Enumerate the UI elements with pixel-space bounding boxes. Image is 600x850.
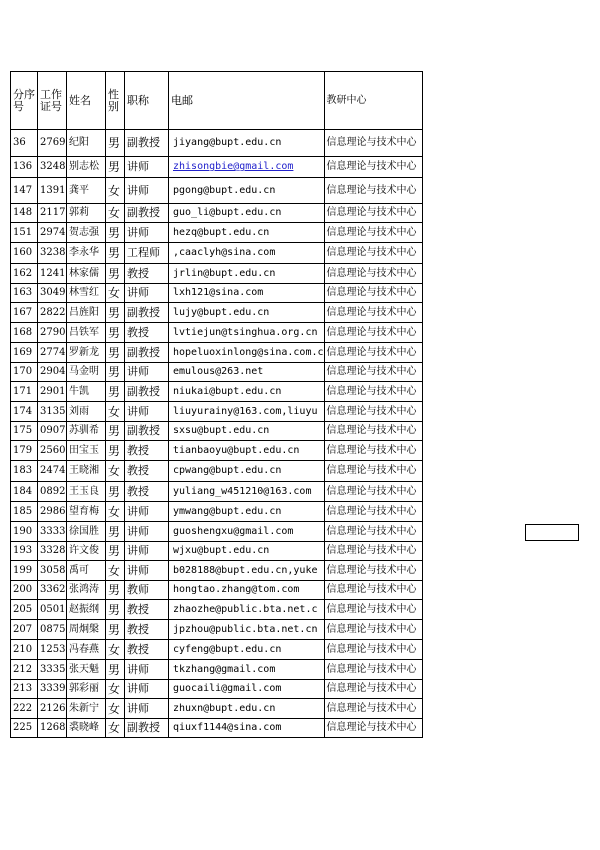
row-seq: 171 bbox=[11, 382, 38, 402]
row-title: 教授 bbox=[125, 620, 169, 640]
row-name: 李永华 bbox=[67, 243, 106, 264]
row-title: 讲师 bbox=[125, 157, 169, 178]
header-name: 姓名 bbox=[67, 72, 106, 130]
row-name: 林家儒 bbox=[67, 264, 106, 284]
table-row bbox=[11, 719, 423, 738]
row-email: guoshengxu@gmail.com bbox=[169, 522, 325, 542]
row-seq: 170 bbox=[11, 363, 38, 382]
row-id: 2560 bbox=[38, 441, 67, 461]
table-row bbox=[11, 284, 423, 303]
row-sex: 女 bbox=[106, 561, 125, 581]
row-center: 信息理论与技术中心 bbox=[324, 284, 422, 303]
table-row bbox=[11, 303, 423, 323]
table-row bbox=[11, 680, 423, 699]
row-sex: 男 bbox=[106, 422, 125, 441]
row-center: 信息理论与技术中心 bbox=[324, 264, 422, 284]
row-title: 教授 bbox=[125, 640, 169, 660]
row-email: lvtiejun@tsinghua.org.cn bbox=[169, 323, 325, 343]
row-id: 3335 bbox=[38, 660, 67, 680]
row-center: 信息理论与技术中心 bbox=[324, 323, 422, 343]
row-email: tkzhang@gmail.com bbox=[169, 660, 325, 680]
row-center: 信息理论与技术中心 bbox=[324, 680, 422, 699]
table-row bbox=[11, 660, 423, 680]
table-row bbox=[11, 223, 423, 243]
staff-table bbox=[10, 71, 423, 738]
row-seq: 184 bbox=[11, 482, 38, 502]
row-email: niukai@bupt.edu.cn bbox=[169, 382, 325, 402]
row-seq: 169 bbox=[11, 343, 38, 363]
row-title: 教授 bbox=[125, 600, 169, 620]
row-email: liuyurainy@163.com,liuyu bbox=[169, 402, 325, 422]
row-title: 副教授 bbox=[125, 422, 169, 441]
row-sex: 女 bbox=[106, 680, 125, 699]
row-seq: 210 bbox=[11, 640, 38, 660]
row-id: 3328 bbox=[38, 542, 67, 561]
header-center: 教研中心 bbox=[324, 72, 422, 130]
row-name: 林雪红 bbox=[67, 284, 106, 303]
row-title: 讲师 bbox=[125, 542, 169, 561]
row-sex: 女 bbox=[106, 284, 125, 303]
row-seq: 199 bbox=[11, 561, 38, 581]
row-sex: 男 bbox=[106, 223, 125, 243]
row-name: 许文俊 bbox=[67, 542, 106, 561]
row-name: 周炯槃 bbox=[67, 620, 106, 640]
row-seq: 207 bbox=[11, 620, 38, 640]
row-name: 别志松 bbox=[67, 157, 106, 178]
table-row bbox=[11, 382, 423, 402]
row-sex: 男 bbox=[106, 542, 125, 561]
row-center: 信息理论与技术中心 bbox=[324, 600, 422, 620]
row-center: 信息理论与技术中心 bbox=[324, 482, 422, 502]
row-seq: 183 bbox=[11, 461, 38, 482]
row-sex: 男 bbox=[106, 157, 125, 178]
row-title: 教授 bbox=[125, 323, 169, 343]
row-name: 王晓湘 bbox=[67, 461, 106, 482]
row-title: 讲师 bbox=[125, 402, 169, 422]
row-email: emulous@263.net bbox=[169, 363, 325, 382]
row-title: 副教授 bbox=[125, 719, 169, 738]
row-seq: 163 bbox=[11, 284, 38, 303]
row-email: ,caaclyh@sina.com bbox=[169, 243, 325, 264]
row-title: 讲师 bbox=[125, 284, 169, 303]
row-sex: 男 bbox=[106, 343, 125, 363]
row-id: 2774 bbox=[38, 343, 67, 363]
row-title: 讲师 bbox=[125, 178, 169, 204]
table-row bbox=[11, 620, 423, 640]
row-name: 裘晓峰 bbox=[67, 719, 106, 738]
table-row bbox=[11, 178, 423, 204]
row-email: hezq@bupt.edu.cn bbox=[169, 223, 325, 243]
row-center: 信息理论与技术中心 bbox=[324, 502, 422, 522]
row-seq: 193 bbox=[11, 542, 38, 561]
row-seq: 174 bbox=[11, 402, 38, 422]
row-id: 2822 bbox=[38, 303, 67, 323]
row-sex: 女 bbox=[106, 640, 125, 660]
row-sex: 男 bbox=[106, 323, 125, 343]
header-row bbox=[11, 72, 423, 130]
table-row bbox=[11, 130, 423, 157]
row-title: 讲师 bbox=[125, 502, 169, 522]
header-title: 职称 bbox=[125, 72, 169, 130]
row-center: 信息理论与技术中心 bbox=[324, 223, 422, 243]
row-title: 教授 bbox=[125, 482, 169, 502]
row-id: 1241 bbox=[38, 264, 67, 284]
row-title: 讲师 bbox=[125, 699, 169, 719]
table-row bbox=[11, 243, 423, 264]
row-seq: 162 bbox=[11, 264, 38, 284]
row-seq: 167 bbox=[11, 303, 38, 323]
table-row bbox=[11, 323, 423, 343]
row-name: 徐国胜 bbox=[67, 522, 106, 542]
header-seq: 分序号 bbox=[11, 72, 38, 130]
row-id: 0892 bbox=[38, 482, 67, 502]
row-email: lxh121@sina.com bbox=[169, 284, 325, 303]
row-name: 望育梅 bbox=[67, 502, 106, 522]
row-center: 信息理论与技术中心 bbox=[324, 620, 422, 640]
row-name: 张鸿涛 bbox=[67, 581, 106, 600]
row-email: jiyang@bupt.edu.cn bbox=[169, 130, 325, 157]
row-id: 2126 bbox=[38, 699, 67, 719]
row-center: 信息理论与技术中心 bbox=[324, 640, 422, 660]
row-sex: 男 bbox=[106, 581, 125, 600]
row-id: 3339 bbox=[38, 680, 67, 699]
row-title: 讲师 bbox=[125, 680, 169, 699]
row-sex: 男 bbox=[106, 522, 125, 542]
row-seq: 205 bbox=[11, 600, 38, 620]
row-name: 苏驯希 bbox=[67, 422, 106, 441]
row-id: 2117 bbox=[38, 204, 67, 223]
row-id: 3049 bbox=[38, 284, 67, 303]
row-center: 信息理论与技术中心 bbox=[324, 561, 422, 581]
row-title: 副教授 bbox=[125, 343, 169, 363]
row-name: 禹可 bbox=[67, 561, 106, 581]
row-title: 讲师 bbox=[125, 363, 169, 382]
row-seq: 36 bbox=[11, 130, 38, 157]
header-id: 工作证号 bbox=[38, 72, 67, 130]
row-name: 张天魁 bbox=[67, 660, 106, 680]
row-title: 讲师 bbox=[125, 223, 169, 243]
row-sex: 男 bbox=[106, 264, 125, 284]
row-email: cpwang@bupt.edu.cn bbox=[169, 461, 325, 482]
row-title: 讲师 bbox=[125, 660, 169, 680]
row-name: 田宝玉 bbox=[67, 441, 106, 461]
row-center: 信息理论与技术中心 bbox=[324, 542, 422, 561]
row-id: 1253 bbox=[38, 640, 67, 660]
table-row bbox=[11, 542, 423, 561]
table-row bbox=[11, 363, 423, 382]
row-sex: 女 bbox=[106, 502, 125, 522]
row-id: 3362 bbox=[38, 581, 67, 600]
row-name: 马金明 bbox=[67, 363, 106, 382]
row-email: jpzhou@public.bta.net.cn bbox=[169, 620, 325, 640]
row-seq: 212 bbox=[11, 660, 38, 680]
row-id: 0907 bbox=[38, 422, 67, 441]
row-title: 工程师 bbox=[125, 243, 169, 264]
table-row bbox=[11, 157, 423, 178]
row-email: guo_li@bupt.edu.cn bbox=[169, 204, 325, 223]
row-email: qiuxf1144@sina.com bbox=[169, 719, 325, 738]
row-id: 3333 bbox=[38, 522, 67, 542]
table-row bbox=[11, 441, 423, 461]
row-name: 纪阳 bbox=[67, 130, 106, 157]
row-seq: 190 bbox=[11, 522, 38, 542]
row-seq: 136 bbox=[11, 157, 38, 178]
table-body bbox=[11, 72, 423, 738]
row-sex: 男 bbox=[106, 600, 125, 620]
table-row bbox=[11, 204, 423, 223]
row-center: 信息理论与技术中心 bbox=[324, 660, 422, 680]
row-center: 信息理论与技术中心 bbox=[324, 581, 422, 600]
row-name: 吕铁军 bbox=[67, 323, 106, 343]
table-row bbox=[11, 402, 423, 422]
row-name: 龚平 bbox=[67, 178, 106, 204]
row-id: 2904 bbox=[38, 363, 67, 382]
row-email: hopeluoxinlong@sina.com.c bbox=[169, 343, 325, 363]
row-center: 信息理论与技术中心 bbox=[324, 204, 422, 223]
table-row bbox=[11, 561, 423, 581]
row-seq: 175 bbox=[11, 422, 38, 441]
row-seq: 185 bbox=[11, 502, 38, 522]
row-sex: 女 bbox=[106, 178, 125, 204]
row-sex: 女 bbox=[106, 699, 125, 719]
table-row bbox=[11, 699, 423, 719]
header-sex: 性别 bbox=[106, 72, 125, 130]
row-id: 3238 bbox=[38, 243, 67, 264]
row-center: 信息理论与技术中心 bbox=[324, 441, 422, 461]
row-email: jrlin@bupt.edu.cn bbox=[169, 264, 325, 284]
row-seq: 151 bbox=[11, 223, 38, 243]
row-seq: 160 bbox=[11, 243, 38, 264]
row-center: 信息理论与技术中心 bbox=[324, 363, 422, 382]
row-email: zhaozhe@public.bta.net.c bbox=[169, 600, 325, 620]
row-center: 信息理论与技术中心 bbox=[324, 343, 422, 363]
row-center: 信息理论与技术中心 bbox=[324, 522, 422, 542]
row-seq: 148 bbox=[11, 204, 38, 223]
row-sex: 女 bbox=[106, 402, 125, 422]
row-seq: 222 bbox=[11, 699, 38, 719]
row-center: 信息理论与技术中心 bbox=[324, 461, 422, 482]
row-sex: 男 bbox=[106, 482, 125, 502]
row-title: 教授 bbox=[125, 264, 169, 284]
row-id: 2901 bbox=[38, 382, 67, 402]
row-name: 吕旌阳 bbox=[67, 303, 106, 323]
row-seq: 179 bbox=[11, 441, 38, 461]
table-row bbox=[11, 264, 423, 284]
row-email: ymwang@bupt.edu.cn bbox=[169, 502, 325, 522]
row-id: 2974 bbox=[38, 223, 67, 243]
row-email: lujy@bupt.edu.cn bbox=[169, 303, 325, 323]
row-email: zhuxn@bupt.edu.cn bbox=[169, 699, 325, 719]
row-title: 讲师 bbox=[125, 522, 169, 542]
row-sex: 女 bbox=[106, 204, 125, 223]
row-sex: 男 bbox=[106, 243, 125, 264]
row-name: 刘雨 bbox=[67, 402, 106, 422]
row-center: 信息理论与技术中心 bbox=[324, 157, 422, 178]
row-sex: 男 bbox=[106, 660, 125, 680]
row-id: 1391 bbox=[38, 178, 67, 204]
row-seq: 147 bbox=[11, 178, 38, 204]
row-title: 副教授 bbox=[125, 204, 169, 223]
table-row bbox=[11, 522, 423, 542]
row-center: 信息理论与技术中心 bbox=[324, 382, 422, 402]
row-seq: 225 bbox=[11, 719, 38, 738]
row-sex: 女 bbox=[106, 461, 125, 482]
row-name: 朱新宁 bbox=[67, 699, 106, 719]
table-row bbox=[11, 600, 423, 620]
row-center: 信息理论与技术中心 bbox=[324, 719, 422, 738]
row-email: hongtao.zhang@tom.com bbox=[169, 581, 325, 600]
row-title: 教授 bbox=[125, 441, 169, 461]
row-id: 0501 bbox=[38, 600, 67, 620]
row-id: 3248 bbox=[38, 157, 67, 178]
row-email: wjxu@bupt.edu.cn bbox=[169, 542, 325, 561]
row-name: 冯春燕 bbox=[67, 640, 106, 660]
row-seq: 213 bbox=[11, 680, 38, 699]
row-sex: 男 bbox=[106, 130, 125, 157]
row-name: 贺志强 bbox=[67, 223, 106, 243]
row-email: guocaili@gmail.com bbox=[169, 680, 325, 699]
row-id: 2474 bbox=[38, 461, 67, 482]
row-sex: 男 bbox=[106, 382, 125, 402]
row-email bbox=[169, 157, 325, 178]
row-seq: 168 bbox=[11, 323, 38, 343]
row-sex: 男 bbox=[106, 441, 125, 461]
row-id: 3135 bbox=[38, 402, 67, 422]
table-row bbox=[11, 422, 423, 441]
row-name: 罗新龙 bbox=[67, 343, 106, 363]
row-id: 1268 bbox=[38, 719, 67, 738]
row-id: 2790 bbox=[38, 323, 67, 343]
row-center: 信息理论与技术中心 bbox=[324, 178, 422, 204]
row-title: 副教授 bbox=[125, 303, 169, 323]
row-center: 信息理论与技术中心 bbox=[324, 699, 422, 719]
row-id: 2769 bbox=[38, 130, 67, 157]
table-row bbox=[11, 640, 423, 660]
row-email: tianbaoyu@bupt.edu.cn bbox=[169, 441, 325, 461]
row-email: pgong@bupt.edu.cn bbox=[169, 178, 325, 204]
row-id: 0875 bbox=[38, 620, 67, 640]
row-email: cyfeng@bupt.edu.cn bbox=[169, 640, 325, 660]
row-center: 信息理论与技术中心 bbox=[324, 130, 422, 157]
row-id: 2986 bbox=[38, 502, 67, 522]
row-id: 3058 bbox=[38, 561, 67, 581]
email-link[interactable]: zhisongbie@gmail.com bbox=[173, 161, 294, 172]
row-title: 副教授 bbox=[125, 130, 169, 157]
row-sex: 男 bbox=[106, 620, 125, 640]
row-name: 王玉良 bbox=[67, 482, 106, 502]
row-email: sxsu@bupt.edu.cn bbox=[169, 422, 325, 441]
row-name: 郭彩丽 bbox=[67, 680, 106, 699]
table-row bbox=[11, 502, 423, 522]
row-seq: 200 bbox=[11, 581, 38, 600]
table-row bbox=[11, 581, 423, 600]
row-title: 讲师 bbox=[125, 561, 169, 581]
row-title: 教授 bbox=[125, 461, 169, 482]
row-title: 教师 bbox=[125, 581, 169, 600]
row-sex: 男 bbox=[106, 303, 125, 323]
row-center: 信息理论与技术中心 bbox=[324, 243, 422, 264]
row-name: 郭莉 bbox=[67, 204, 106, 223]
row-name: 赵振纲 bbox=[67, 600, 106, 620]
empty-cell-box bbox=[525, 524, 579, 541]
row-sex: 男 bbox=[106, 363, 125, 382]
table-row bbox=[11, 482, 423, 502]
row-center: 信息理论与技术中心 bbox=[324, 303, 422, 323]
row-name: 牛凯 bbox=[67, 382, 106, 402]
row-center: 信息理论与技术中心 bbox=[324, 422, 422, 441]
row-center: 信息理论与技术中心 bbox=[324, 402, 422, 422]
header-email: 电邮 bbox=[169, 72, 325, 130]
row-sex: 女 bbox=[106, 719, 125, 738]
row-email: yuliang_w451210@163.com bbox=[169, 482, 325, 502]
row-email: b028188@bupt.edu.cn,yuke bbox=[169, 561, 325, 581]
table-row bbox=[11, 343, 423, 363]
table-row bbox=[11, 461, 423, 482]
row-title: 副教授 bbox=[125, 382, 169, 402]
